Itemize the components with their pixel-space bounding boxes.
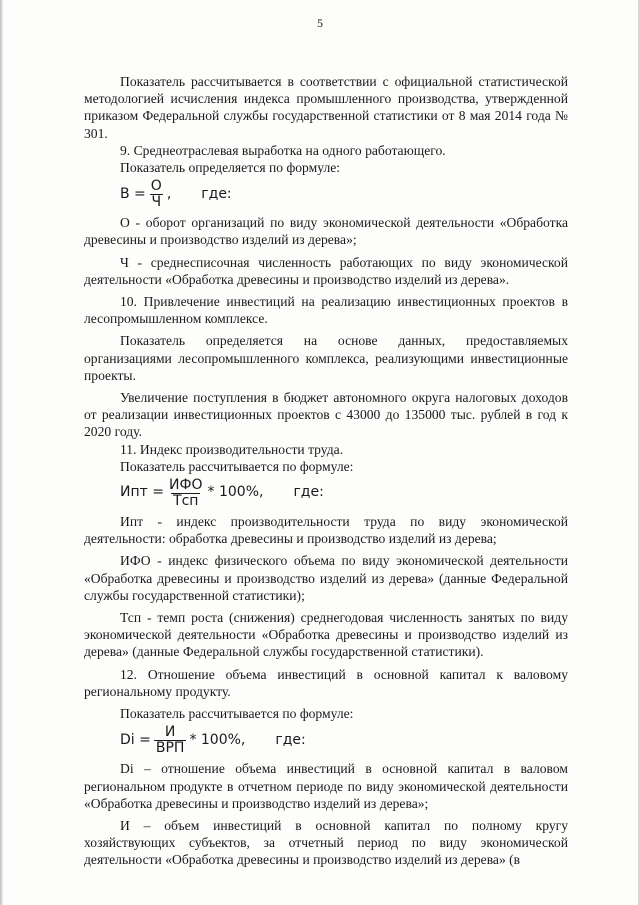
paragraph-formula-intro-11: Показатель рассчитывается по формуле:	[120, 458, 354, 474]
document-body	[84, 73, 568, 869]
formula-output	[84, 177, 568, 211]
formula-productivity-suffix: * 100%,	[207, 484, 264, 501]
formula-investment-ratio-lhs: Di =	[120, 731, 151, 748]
paragraph-tax-revenue: Увеличение поступления в бюджет автономного округа налоговых доходов от реализации инвестиционных проектов с 43000 до 135000 тыс. рублей в год к 2020 году.	[84, 390, 568, 440]
formula-productivity	[84, 476, 568, 510]
heading-item-11: 11. Индекс производительности труда.	[120, 441, 344, 457]
formula-productivity-numerator: ИФО	[168, 476, 203, 493]
definition-i: И – объем инвестиций в основной капитал по полному кругу хозяйствующих субъектов, за отчетный период по виду экономической деятельности «Обработка древесины и производство изделий из дерева» (в	[84, 817, 568, 868]
heading-item-9: 9. Среднеотраслевая выработка на одного работающего.	[120, 142, 446, 158]
definition-o: О - оборот организаций по виду экономической деятельности «Обработка древесины и производство изделий из дерева»;	[84, 215, 568, 248]
heading-item-10: 10. Привлечение инвестиций на реализацию инвестиционных проектов в лесопромышленном комплексе.	[84, 294, 568, 327]
paragraph-formula-intro-12: Показатель рассчитывается по формуле:	[120, 706, 354, 722]
paragraph-investment-data: Показатель определяется на основе данных, предоставляемых организациями лесопромышленного комплекса, реализующими инвестиционные проекты.	[84, 333, 568, 383]
definition-di: Di – отношение объема инвестиций в основной капитал в валовом региональном продукте в отчетном периоде по виду экономической деятельности «Обработка древесины и производство изделий из дерева»;	[84, 761, 568, 811]
formula-output-lhs: В =	[120, 185, 146, 202]
formula-investment-ratio-numerator: И	[164, 723, 176, 740]
formula-productivity-lhs: Ипт =	[120, 484, 164, 501]
formula-investment-ratio-denominator: ВРП	[155, 739, 185, 756]
page-number: 5	[317, 16, 323, 30]
definition-tsp: Тсп - темп роста (снижения) среднегодовая численность занятых по виду экономической деятельности «Обработка древесины и производство изделий из дерева» (данные Федеральной службы государственной статистики).	[84, 610, 568, 660]
definition-ifo: ИФО - индекс физического объема по виду экономической деятельности «Обработка древесины и производство изделий из дерева» (данные Федеральной службы государственной статистики);	[84, 553, 568, 603]
formula-productivity-denominator: Тсп	[173, 492, 199, 509]
formula-output-denominator: Ч	[151, 193, 162, 210]
formula-output-fraction	[149, 179, 164, 210]
formula-output-where: где:	[201, 185, 232, 202]
formula-output-suffix: ,	[166, 185, 172, 202]
paragraph-methodology: Показатель рассчитывается в соответствии с официальной статистической методологией исчисления индекса промышленного производства, утвержденной приказом Федеральной службы государственной статистики от 8 мая 2014 года № 301.	[84, 74, 568, 141]
formula-productivity-where: где:	[293, 484, 324, 501]
definition-ch: Ч - среднесписочная численность работающих по виду экономической деятельности «Обработка древесины и производство изделий из дерева».	[84, 254, 568, 287]
page-edge-left	[0, 0, 3, 905]
formula-output-numerator: О	[150, 177, 162, 194]
formula-investment-ratio-where: где:	[275, 731, 306, 748]
formula-investment-ratio-suffix: * 100%,	[189, 731, 246, 748]
heading-item-12: 12. Отношение объема инвестиций в основной капитал к валовому региональному продукту.	[84, 666, 568, 699]
formula-investment-ratio-fraction	[154, 725, 187, 756]
definition-ipt: Ипт - индекс производительности труда по виду экономической деятельности: обработка древесины и производство изделий из дерева;	[84, 514, 568, 547]
formula-productivity-fraction	[167, 478, 205, 509]
formula-investment-ratio	[84, 723, 568, 757]
paragraph-formula-intro-9: Показатель определяется по формуле:	[120, 160, 341, 176]
